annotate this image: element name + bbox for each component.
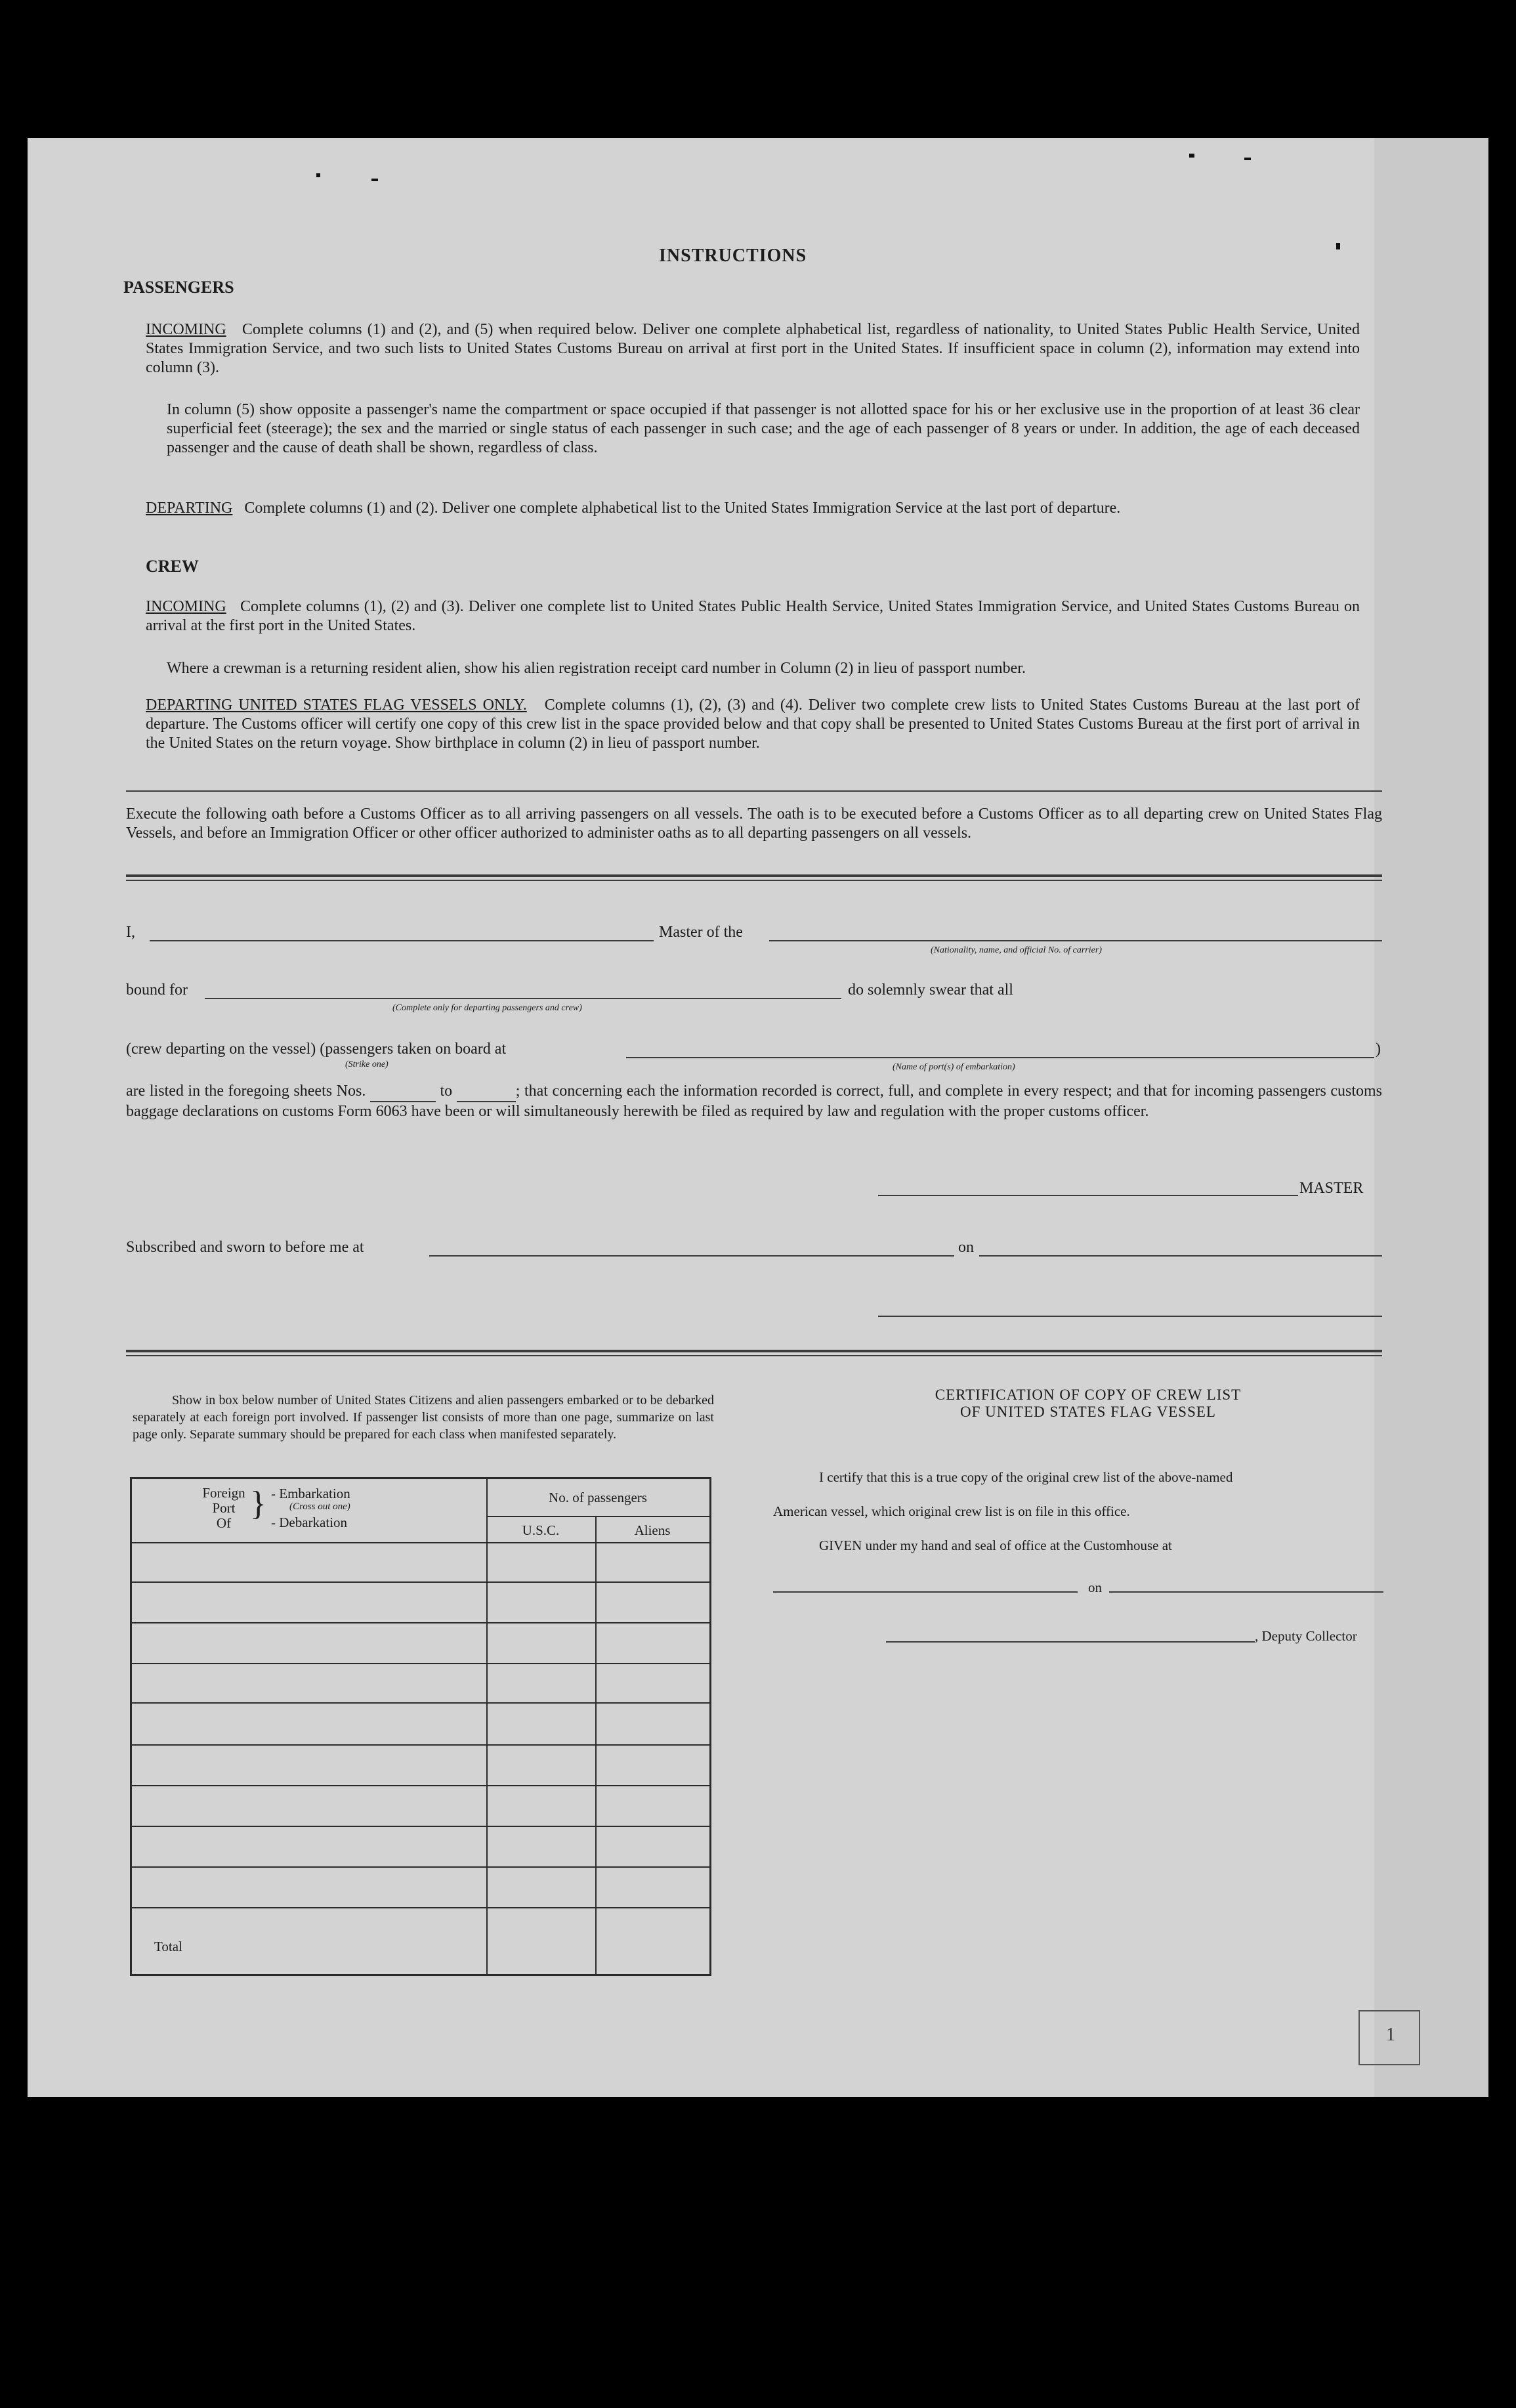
passengers-incoming-paragraph [146, 320, 1360, 377]
debarkation-label: - Debarkation [271, 1515, 348, 1530]
crew-heading: CREW [146, 557, 199, 576]
passengers-column5-paragraph: In column (5) show opposite a passenger's name the compartment or space occupied if that passenger is not allotted space for his or her exclusive use in the proportion of at least 36 clear superficial feet (steerage); the sex and the married or single status of each passenger in such case; and the age of each passenger of 8 years or under. In addition, the age of each deceased passenger and the cause of death shall be shown, regardless of class. [167, 401, 1360, 456]
scan-mark [1244, 158, 1251, 160]
foreign-port-label [198, 1486, 250, 1531]
subscribed-on-label: on [958, 1239, 974, 1256]
header-subline [486, 1516, 709, 1517]
passengers-departing-text: Complete columns (1) and (2). Deliver one complete alphabetical list to the United States Immigration Service at the last port of departure. [244, 500, 1121, 517]
close-paren: ) [1376, 1041, 1381, 1058]
passenger-summary-table [130, 1477, 711, 1976]
page-title: INSTRUCTIONS [659, 246, 807, 266]
bound-for-label: bound for [126, 981, 188, 999]
table-row-line [132, 1866, 709, 1868]
scan-mark [1189, 154, 1194, 158]
oath-intro: Execute the following oath before a Customs Officer as to all arriving passengers on all vessels. The oath is to be executed before a Customs Officer as to all departing crew on United States Flag Vessels, and before an Immigration Officer or other officer authorized to administer oaths as to all departing passengers on all vessels. [126, 806, 1382, 842]
passengers-heading: PASSENGERS [123, 278, 234, 297]
deputy-signature-field[interactable] [886, 1641, 1255, 1643]
swear-label: do solemnly swear that all [848, 981, 1013, 999]
listed-text-b: ; that concerning each the information recorded is correct, full, and complete in every respect; and that for incoming passengers customs baggage declarations on customs Form 6063 have been or will simultaneously herewith be filed as required by law and regulation with the proper customs officer. [126, 1083, 1383, 1120]
crew-incoming-text: Complete columns (1), (2) and (3). Deliver one complete list to United States Public Health Service, United States Immigration Service, and United States Customs Bureau on arrival at the first port in the United States. [146, 598, 1360, 634]
passengers-departing-label: DEPARTING [146, 500, 233, 517]
bound-hint: (Complete only for departing passengers and crew) [392, 1003, 582, 1013]
cert-on-label: on [1088, 1580, 1102, 1595]
crew-departing-paragraph [146, 696, 1360, 753]
sworn-place-field[interactable] [429, 1255, 954, 1257]
passengers-incoming-label: INCOMING [146, 321, 226, 338]
crew-departing-label: DEPARTING UNITED STATES FLAG VESSELS ONLY. [146, 697, 527, 714]
crew-departing-strike: (crew departing on the vessel) (passengers taken on board at [126, 1041, 507, 1058]
sworn-date-field[interactable] [979, 1255, 1382, 1257]
certification-title-2: OF UNITED STATES FLAG VESSEL [960, 1404, 1216, 1420]
master-signature-field[interactable] [878, 1195, 1298, 1196]
deputy-collector-label: , Deputy Collector [1255, 1628, 1357, 1644]
crew-departing-text: Complete columns (1), (2), (3) and (4). Deliver two complete crew lists to United States Customs Bureau at the last port of departure. The Customs officer will certify one copy of this crew list in the space provided below and that copy shall be presented to United States Customs Bureau at the first port of arrival in the United States on the return voyage. Show birthplace in column (2) in lieu of passport number. [146, 697, 1360, 752]
carrier-field[interactable] [769, 940, 1382, 941]
certification-title [780, 1387, 1397, 1421]
scan-mark [371, 179, 378, 181]
divider-bottom-1 [126, 1350, 1382, 1352]
total-label: Total [154, 1939, 182, 1954]
foreign-word: Foreign [202, 1485, 245, 1501]
master-name-field[interactable] [150, 940, 654, 941]
usc-header: U.S.C. [522, 1522, 560, 1538]
customhouse-field[interactable] [773, 1591, 1078, 1593]
carrier-hint: (Nationality, name, and official No. of carrier) [931, 945, 1102, 955]
bleed-through-margin [1374, 138, 1488, 2097]
divider [126, 790, 1382, 792]
cert-date-field[interactable] [1109, 1591, 1383, 1593]
cert-line-1: I certify that this is a true copy of the original crew list of the above-named [819, 1469, 1233, 1485]
table-row-line [132, 1663, 709, 1664]
scan-mark [316, 173, 320, 177]
brace-icon: } [250, 1485, 266, 1522]
no-of-passengers-header: No. of passengers [549, 1490, 647, 1505]
cert-line-3: GIVEN under my hand and seal of office at the Customhouse at [819, 1537, 1172, 1553]
officer-signature-field[interactable] [878, 1316, 1382, 1317]
summary-caption: Show in box below number of United States Citizens and alien passengers embarked or to be debarked separately at each foreign port involved. If passenger list consists of more than one page, summarize on last page only. Separate summary should be prepared for each class when manifested separately. [133, 1393, 714, 1442]
crew-incoming-paragraph [146, 597, 1360, 635]
passengers-departing-paragraph [146, 499, 1360, 518]
bound-for-field[interactable] [205, 998, 841, 999]
form-page [28, 138, 1488, 2097]
table-row-line [132, 1542, 709, 1543]
strike-one-hint: (Strike one) [345, 1060, 389, 1069]
cross-out-hint: (Cross out one) [289, 1501, 350, 1512]
embarkation-label: - Embarkation [271, 1486, 350, 1501]
divider-double-bottom [126, 880, 1382, 881]
scan-mark [1336, 243, 1340, 249]
port-word: Port [212, 1500, 236, 1516]
bleed-through-text [1124, 177, 1127, 192]
subscribed-label: Subscribed and sworn to before me at [126, 1239, 364, 1256]
table-row-line [132, 1907, 709, 1908]
crew-returning-paragraph: Where a crewman is a returning resident alien, show his alien registration receipt card number in Column (2) in lieu of passport number. [167, 660, 1026, 677]
certification-title-1: CERTIFICATION OF COPY OF CREW LIST [935, 1387, 1242, 1403]
oath-i-label: I, [126, 924, 135, 941]
sheet-from-field[interactable] [370, 1082, 436, 1102]
divider-double-top [126, 874, 1382, 877]
master-of-label: Master of the [659, 924, 743, 941]
cert-line-2: American vessel, which original crew list is on file in this office. [773, 1503, 1130, 1519]
table-row-line [132, 1826, 709, 1827]
master-label: MASTER [1299, 1180, 1364, 1197]
listed-text-a: are listed in the foregoing sheets Nos. [126, 1083, 366, 1100]
listed-paragraph [126, 1082, 1382, 1121]
aliens-header: Aliens [634, 1522, 671, 1538]
stamp-number: 1 [1386, 2025, 1395, 2045]
passengers-incoming-text: Complete columns (1) and (2), and (5) when required below. Deliver one complete alphabetical list, regardless of nationality, to United States Public Health Service, United States Immigration Service, and two such lists to United States Customs Bureau on arrival at first port in the United States. If insufficient space in column (2), information may extend into column (3). [146, 321, 1360, 376]
sheet-to-field[interactable] [457, 1082, 516, 1102]
page-number-stamp [1358, 2010, 1420, 2065]
listed-to: to [440, 1083, 453, 1100]
col-divider-1 [486, 1479, 488, 1974]
table-row-line [132, 1702, 709, 1704]
divider-bottom-2 [126, 1355, 1382, 1356]
port-hint: (Name of port(s) of embarkation) [893, 1062, 1015, 1072]
crew-incoming-label: INCOMING [146, 598, 226, 615]
table-row-line [132, 1785, 709, 1786]
embarkation-port-field[interactable] [626, 1057, 1374, 1058]
of-word: Of [216, 1515, 232, 1531]
table-row-line [132, 1581, 709, 1583]
table-row-line [132, 1744, 709, 1746]
table-row-line [132, 1622, 709, 1623]
